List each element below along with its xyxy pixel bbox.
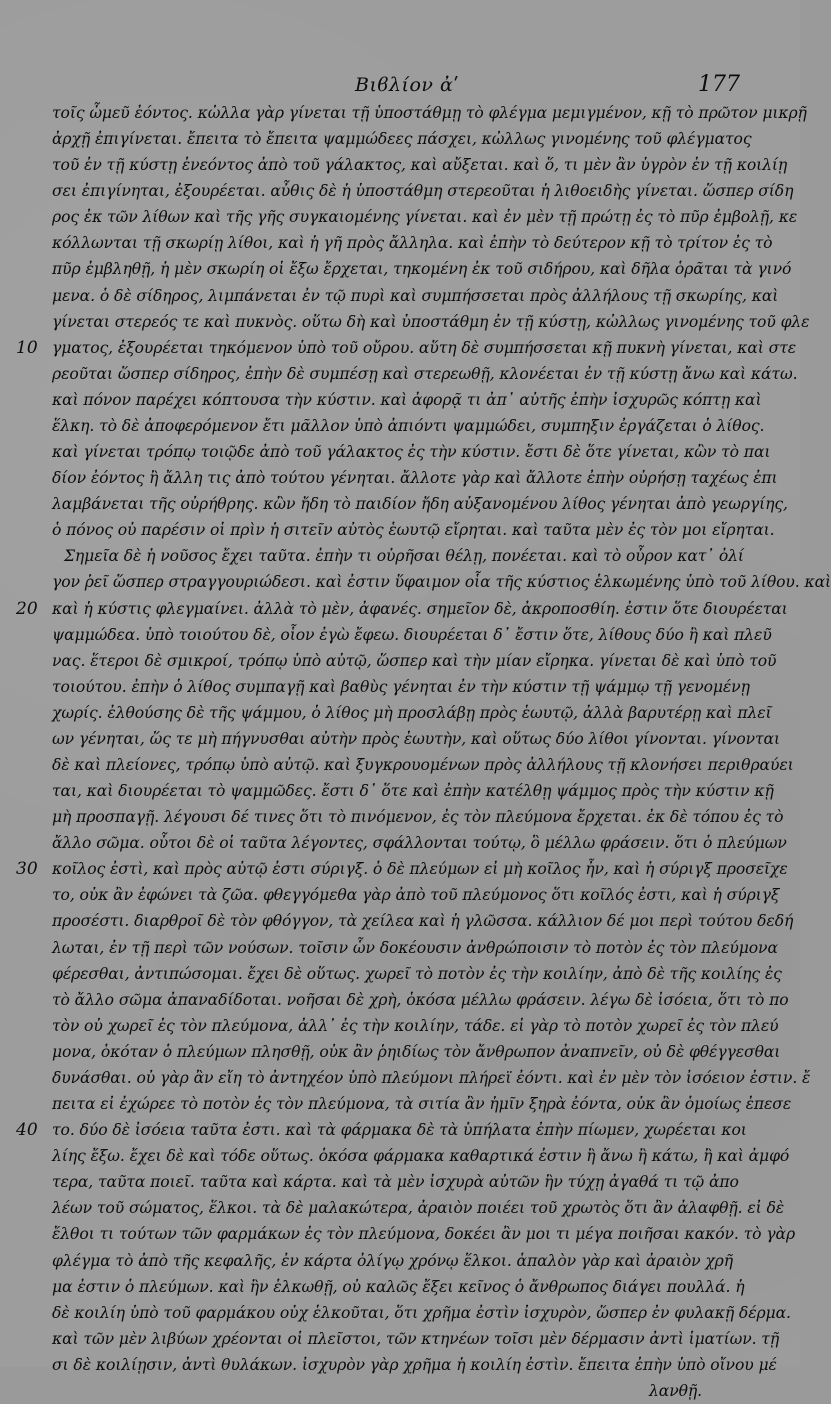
text-line: κοῖλος ἐστὶ, καὶ πρὸς αὐτῷ ἐστι σύριγξ. ὁ δὲ πλεύμων εἰ μὴ κοῖλος ἦν, καὶ ἡ σύριγξ προσεῖχε	[52, 860, 788, 879]
text-line: λαμβάνεται τῆς οὐρήθρης. κὢν ἤδη τὸ παιδίον ἤδη αὐξανομένου λίθος γένηται ἀπὸ γεωργίης,	[52, 495, 788, 514]
text-line: καὶ γίνεται τρόπῳ τοιῷδε ἀπὸ τοῦ γάλακτος ἐς τὴν κύστιν. ἔστι δὲ ὅτε γίνεται, κὢν τὸ παι	[52, 443, 771, 462]
text-line: δὲ καὶ πλείονες, τρόπῳ ὑπὸ αὐτῷ. καὶ ξυγκρουομένων πρὸς ἀλλήλους τῇ κλονήσει περιθραύει	[52, 756, 794, 774]
text-line: το. δύο δὲ ἰσόεια ταῦτα ἐστι. καὶ τὰ φάρμακα δὲ τὰ ὑπήλατα ἐπὴν πίωμεν, χωρέεται κοι	[52, 1121, 747, 1140]
text-line: πῦρ ἐμβληθῇ, ἡ μὲν σκωρίη οἱ ἔξω ἔρχεται, τηκομένη ἐκ τοῦ σιδήρου, καὶ δῆλα ὁρᾶται τὰ γινό	[52, 260, 792, 279]
text-line: ται, καὶ διουρέεται τὸ ψαμμῶδες. ἔστι δ᾿ ὅτε καὶ ἐπὴν κατέλθῃ ψάμμος πρὸς τὴν κύστιν κῇ	[52, 782, 774, 801]
margin-line-number: 30	[16, 859, 38, 880]
margin-line-number: 20	[16, 598, 38, 619]
text-line: γματος, ἐξουρέεται τηκόμενον ὑπὸ τοῦ οὔρου. αὕτη δὲ συμπήσσεται κῇ πυκνὴ γίνεται, καὶ στε	[52, 338, 797, 357]
text-line: τὸν οὐ χωρεῖ ἐς τὸν πλεύμονα, ἀλλ᾿ ἐς τὴν κοιλίην, τάδε. εἰ γὰρ τὸ ποτὸν χωρεῖ ἐς τὸν πλεύ	[52, 1016, 779, 1035]
text-line: μονα, ὁκόταν ὁ πλεύμων πλησθῇ, οὐκ ἂν ῥηιδίως τὸν ἄνθρωπον ἀναπνεῖν, οὐ δὲ φθέγγεσθαι	[52, 1042, 781, 1061]
text-line: ἄλλο σῶμα. οὗτοι δὲ οἱ ταῦτα λέγοντες, σφάλλονται τούτῳ, ὃ μέλλω φράσειν. ὅτι ὁ πλεύμων	[52, 834, 787, 853]
text-line: Σημεῖα δὲ ἡ νοῦσος ἔχει ταῦτα. ἐπὴν τι οὐρῆσαι θέλῃ, πονέεται. καὶ τὸ οὖρον κατ᾿ ὀλί	[64, 547, 744, 566]
text-line: τοῦ ἐν τῇ κύστῃ ἐνεόντος ἀπὸ τοῦ γάλακτος, καὶ αὔξεται. καὶ ὅ, τι μὲν ἂν ὑγρὸν ἐν τῇ κοιλίῃ	[52, 156, 788, 175]
margin-line-number: 40	[16, 1120, 38, 1141]
text-line: ὁ πόνος οὐ παρέσιν οἱ πρὶν ἡ σιτεῖν αὐτὸς ἑωυτῷ εἴρηται. καὶ ταῦτα μὲν ἐς τὸν μοι εἴρηται.	[52, 521, 775, 540]
page-header	[0, 72, 800, 102]
text-line: δυνάσθαι. οὐ γὰρ ἂν εἴη τὸ ἀντηχέον ὑπὸ πλεύμονι πλήρεϊ ἐόντι. καὶ ἐν μὲν τὸν ἰσόειον ἐστιν. ἔ	[52, 1068, 811, 1087]
text-line: κόλλωνται τῇ σκωρίῃ λίθοι, καὶ ἡ γῆ πρὸς ἄλληλα. καὶ ἐπὴν τὸ δεύτερον κῇ τὸ τρίτον ἐς τὸ	[52, 234, 773, 253]
text-line: τοῖς ὦμεῦ ἐόντος. κὠλλα γὰρ γίνεται τῇ ὑποστάθμῃ τὸ φλέγμα μεμιγμένον, κῇ τὸ πρῶτον μικρῇ	[52, 104, 807, 122]
text-line: λωται, ἐν τῇ περὶ τῶν νούσων. τοῖσιν ὧν δοκέουσιν ἀνθρώποισιν τὸ ποτὸν ἐς τὸν πλεύμονα	[52, 938, 778, 957]
page-number: 177	[698, 72, 740, 97]
text-line: μα ἐστιν ὁ πλεύμων. καὶ ἢν ἑλκωθῇ, οὐ καλῶς ἔξει κεῖνος ὁ ἄνθρωπος διάγει πουλλά. ἡ	[52, 1277, 745, 1296]
running-title: Βιϐλίον ἀʹ	[355, 74, 460, 96]
text-line: τὸ ἄλλο σῶμα ἀπαναδίδοται. νοῆσαι δὲ χρὴ, ὁκόσα μέλλω φράσειν. λέγω δὲ ἰσόεια, ὅτι τὸ πο	[52, 990, 789, 1009]
text-line: μὴ προσπαγῇ. λέγουσι δέ τινες ὅτι τὸ πινόμενον, ἐς τὸν πλεύμονα ἔρχεται. ἐκ δὲ τόπου ἐς τὸ	[52, 808, 784, 827]
text-line: καὶ πόνον παρέχει κόπτουσα τὴν κύστιν. καὶ ἀφορᾷ τι ἀπ᾿ αὐτῆς ἐπὴν ἰσχυρῶς κόπτῃ καὶ	[52, 390, 762, 409]
text-line: ἕλκη. τὸ δὲ ἀποφερόμενον ἔτι μᾶλλον ὑπὸ ἀπιόντι ψαμμώδει, συμπηξιν ἐργάζεται ὁ λίθος.	[52, 416, 765, 435]
text-line: φλέγμα τὸ ἀπὸ τῆς κεφαλῆς, ἐν κάρτα ὀλίγῳ χρόνῳ ἕλκοι. ἁπαλὸν γὰρ καὶ ἀραιὸν χρῆ	[52, 1251, 733, 1270]
text-line: λίης ἔξω. ἔχει δὲ καὶ τόδε οὕτως. ὁκόσα φάρμακα καθαρτικά ἐστιν ἢ ἄνω ἢ κάτω, ἢ καὶ ἀμφό	[52, 1147, 790, 1166]
text-line: προσέστι. διαρθροῖ δὲ τὸν φθόγγον, τὰ χείλεα καὶ ἡ γλῶσσα. κάλλιον δέ μοι περὶ τούτου δεδή	[52, 912, 794, 931]
text-line: νας. ἕτεροι δὲ σμικροί, τρόπῳ ὑπὸ αὐτῷ, ὥσπερ καὶ τὴν μίαν εἴρηκα. γίνεται δὲ καὶ ὑπὸ τοῦ	[52, 651, 777, 670]
text-line: γίνεται στερεός τε καὶ πυκνὸς. οὕτω δὴ καὶ ὑποστάθμη ἐν τῇ κύστῃ, κὠλλως γινομένης τοῦ φλε	[52, 312, 810, 331]
text-line: μενα. ὁ δὲ σίδηρος, λιμπάνεται ἐν τῷ πυρὶ καὶ συμπήσσεται πρὸς ἀλλήλους τῇ σκωρίης, καὶ	[52, 286, 779, 305]
text-line: λανθῇ.	[649, 1381, 702, 1400]
text-line: χωρίς. ἐλθούσης δὲ τῆς ψάμμου, ὁ λίθος μὴ προσλάβῃ πρὸς ἑωυτῷ, ἀλλὰ βαρυτέρῃ καὶ πλεῖ	[52, 703, 772, 722]
text-line: τερα, ταῦτα ποιεῖ. ταῦτα καὶ κάρτα. καὶ τὰ μὲν ἰσχυρὰ αὐτῶν ἢν τύχῃ ἀγαθά τι τῷ ἀπο	[52, 1173, 739, 1192]
text-line: ρεοῦται ὥσπερ σίδηρος, ἐπὴν δὲ συμπέσῃ καὶ στερεωθῇ, κλονέεται ἐν τῇ κύστῃ ἄνω καὶ κάτω.	[52, 364, 798, 383]
text-line: δὲ κοιλίη ὑπὸ τοῦ φαρμάκου οὐχ ἑλκοῦται, ὅτι χρῆμα ἐστὶν ἰσχυρὸν, ὥσπερ ἐν φυλακῇ δέρμα.	[52, 1303, 791, 1322]
text-line: καὶ ἡ κύστις φλεγμαίνει. ἀλλὰ τὸ μὲν, ἀφανές. σημεῖον δὲ, ἀκροποσθίη. ἐστιν ὅτε διουρέεται	[52, 599, 788, 618]
text-line: φέρεσθαι, ἀντιπώσομαι. ἔχει δὲ οὕτως. χωρεῖ τὸ ποτὸν ἐς τὴν κοιλίην, ἀπὸ δὲ τῆς κοιλίης ἐς	[52, 964, 782, 983]
text-line: ων γένηται, ὥς τε μὴ πήγνυσθαι αὐτὴν πρὸς ἑωυτὴν, καὶ οὕτως δύο λίθοι γίνονται. γίνονται	[52, 729, 780, 748]
text-line: ρος ἐκ τῶν λίθων καὶ τῆς γῆς συγκαιομένης γίνεται. καὶ ἐν μὲν τῇ πρώτῃ ἐς τὸ πῦρ ἐμβολῇ, κε	[52, 208, 798, 227]
text-line: ἀρχῇ ἐπιγίνεται. ἔπειτα τὸ ἔπειτα ψαμμώδεες πάσχει, κὠλλως γινομένης τοῦ φλέγματος	[52, 130, 752, 149]
text-line: σει ἐπιγίνηται, ἐξουρέεται. αὖθις δὲ ἡ ὑποστάθμη στερεοῦται ἡ λιθοειδὴς γίνεται. ὥσπερ σίδη	[52, 182, 794, 201]
text-line: σι δὲ κοιλίῃσιν, ἀντὶ θυλάκων. ἰσχυρὸν γὰρ χρῆμα ἡ κοιλίη ἐστὶν. ἔπειτα ἐπὴν ὑπὸ οἴνου μέ	[52, 1355, 777, 1374]
text-line: δίον ἐόντος ἢ ἄλλη τις ἀπὸ τούτου γένηται. ἄλλοτε γὰρ καὶ ἄλλοτε ἐπὴν οὐρήσῃ ταχέως ἐπι	[52, 469, 778, 488]
text-line: ψαμμώδεα. ὑπὸ τοιούτου δὲ, οἷον ἐγὼ ἔφεω. διουρέεται δ᾿ ἔστιν ὅτε, λίθους δύο ἢ καὶ πλεῦ	[52, 625, 772, 644]
text-line: το, οὐκ ἂν ἐφώνει τὰ ζῶα. φθεγγόμεθα γὰρ ἀπὸ τοῦ πλεύμονος ὅτι κοῖλός ἐστι, καὶ ἡ σύριγξ	[52, 886, 780, 905]
text-line: γον ῥεῖ ὥσπερ στραγγουριώδεσι. καὶ ἐστιν ὕφαιμον οἷα τῆς κύστιος ἑλκωμένης ὑπὸ τοῦ λίθου. καὶ	[52, 573, 831, 592]
text-line: τοιούτου. ἐπὴν ὁ λίθος συμπαγῇ καὶ βαθὺς γένηται ἐν τὴν κύστιν τῇ ψάμμῳ τῇ γενομένῃ	[52, 677, 750, 696]
text-line: πειτα εἰ ἐχώρεε τὸ ποτὸν ἐς τὸν πλεύμονα, τὰ σιτία ἂν ἡμῖν ξηρὰ ἐόντα, οὐκ ἂν ὁμοίως ἐπεσε	[52, 1095, 792, 1114]
text-line: ἔλθοι τι τούτων τῶν φαρμάκων ἐς τὸν πλεύμονα, δοκέει ἂν μοι τι μέγα ποιῆσαι κακόν. τὸ γὰρ	[52, 1225, 796, 1244]
text-line: καὶ τῶν μὲν λιβύων χρέονται οἱ πλεῖστοι, τῶν κτηνέων τοῖσι μὲν δέρμασιν ἀντὶ ἱματίων. τῇ	[52, 1329, 780, 1348]
margin-line-number: 10	[16, 337, 38, 358]
text-line: λέων τοῦ σώματος, ἕλκοι. τὰ δὲ μαλακώτερα, ἀραιὸν ποιέει τοῦ χρωτὸς ὅτι ἂν ἀλαφθῇ. εἰ δὲ	[52, 1199, 785, 1218]
